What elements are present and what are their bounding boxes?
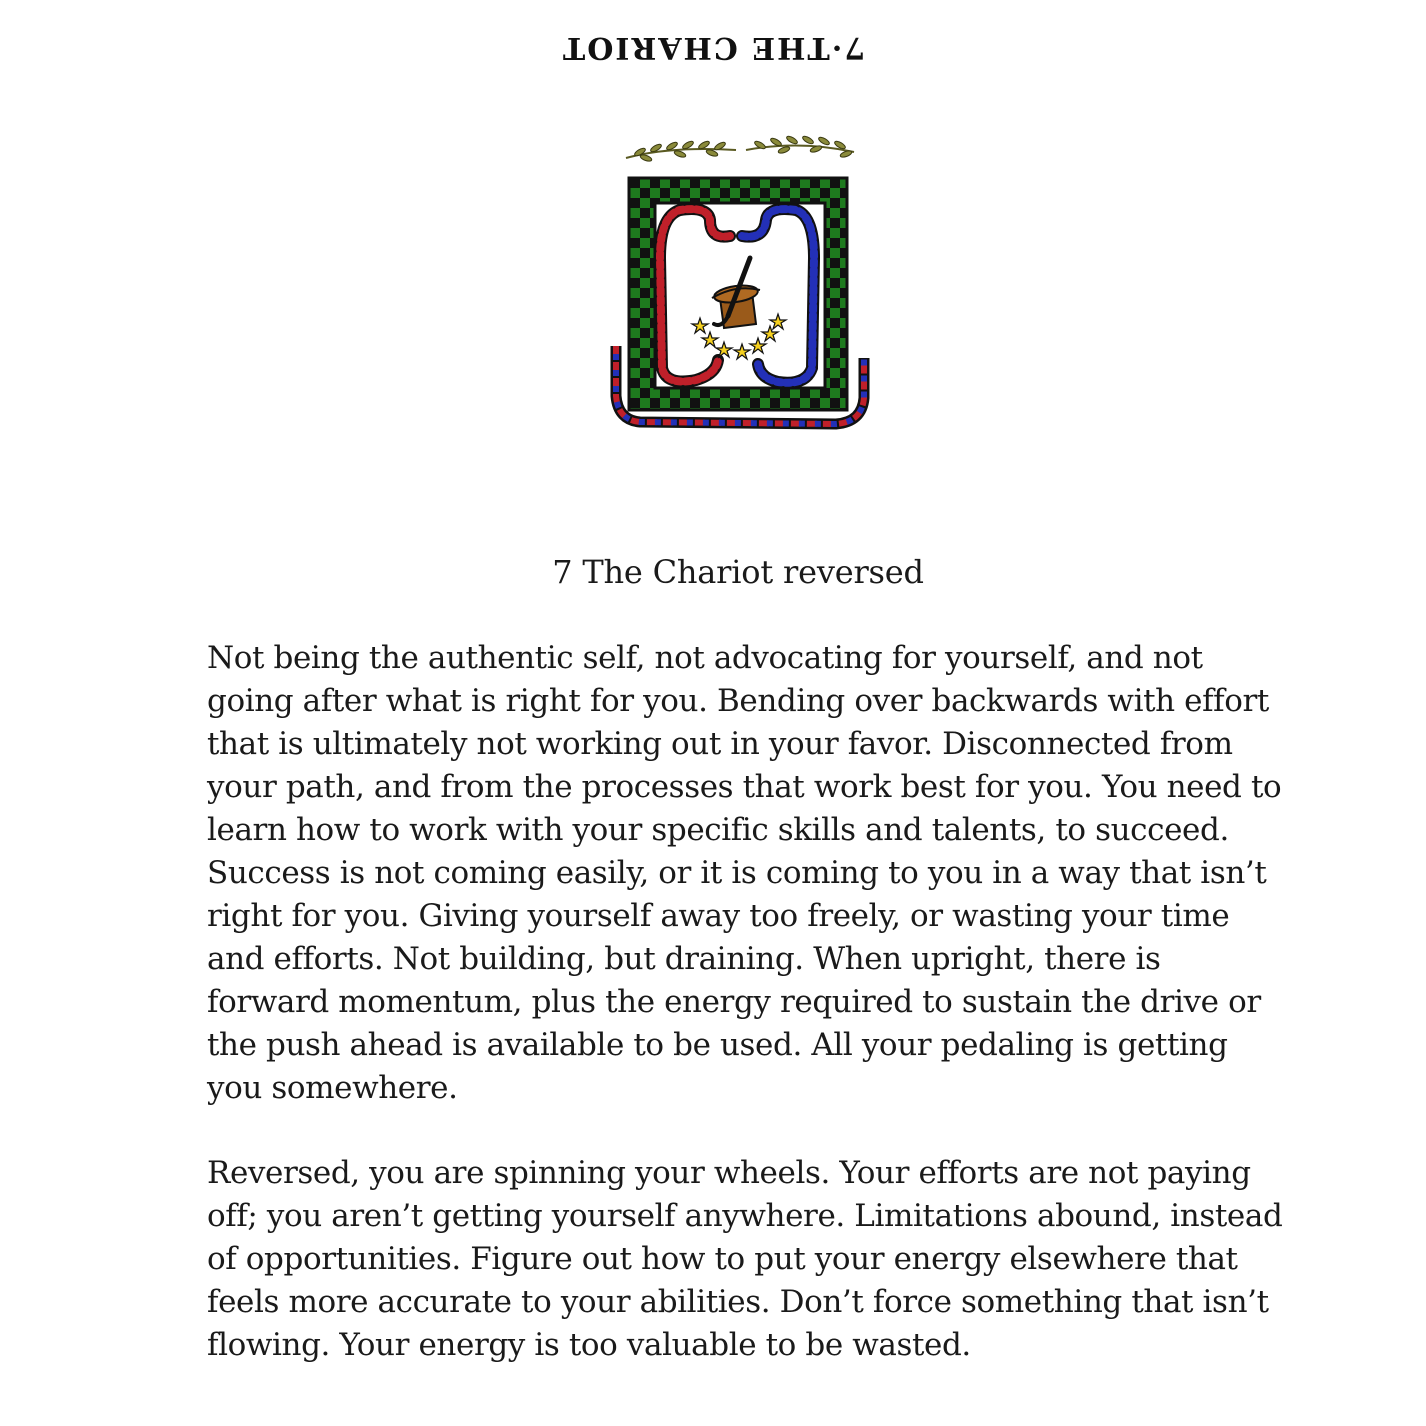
card-meaning-heading: 7 The Chariot reversed <box>552 553 924 591</box>
card-title-upside-down: 7·THE CHARIOT <box>560 30 866 65</box>
reversed-paragraph: Reversed, you are spinning your wheels. Your efforts are not paying off; you aren’t getting yourself anywhere. Limitations abound, instead of opportunities. Figure out how to put your energy elsewhere that feels more accurate to your abilities. Don’t force something that isn’t flowing. Your energy is too valuable to be wasted. <box>207 1155 1283 1363</box>
laurel-garland-icon <box>626 135 854 163</box>
meaning-paragraph: Not being the authentic self, not advocating for yourself, and not going after what is right for you. Bending over backwards with effort that is ultimately not working out in your favor. Disconnected from your path, and from the processes that work best for you. You need to learn how to work with your specific skills and talents, to succeed. Success is not coming easily, or it is coming to you in a way that isn’t right for you. Giving yourself away too freely, or wasting your time and efforts. Not building, but draining. When upright, there is forward momentum, plus the energy required to sustain the drive or the push ahead is available to be used. All your pedaling is getting you somewhere. <box>207 640 1282 1106</box>
chariot-card-illustration <box>600 128 880 438</box>
